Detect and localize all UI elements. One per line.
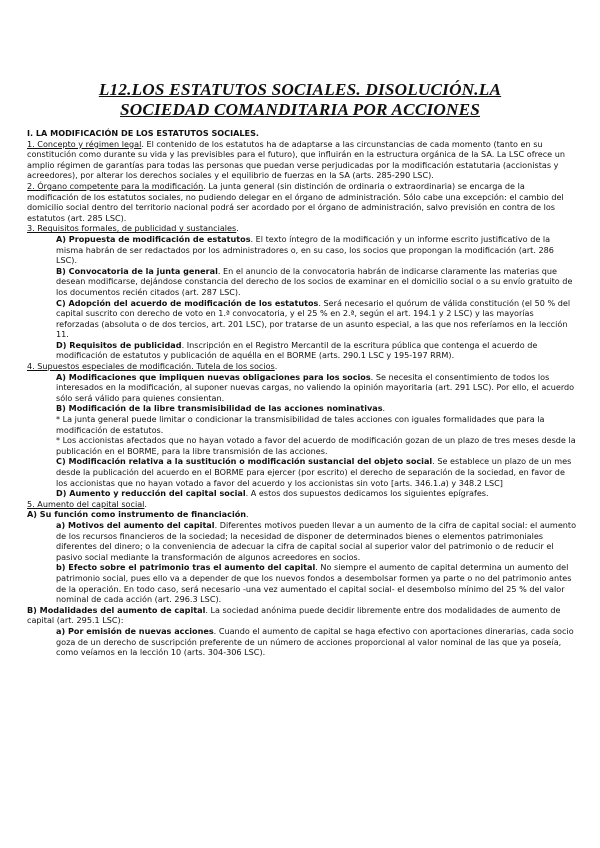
section-4-b-item-2: * Los accionistas afectados que no hayan votado a favor del acuerdo de modificación gozan de un plazo de tres meses desde la publicación en el BORME, para la libre transmisión de las acciones. xyxy=(56,435,576,456)
section-4-b-heading: B) Modificación de la libre transmisibilidad de las acciones nominativas xyxy=(56,403,383,414)
section-heading: I. LA MODIFICACIÓN DE LOS ESTATUTOS SOCIALES. xyxy=(27,128,259,138)
section-5-heading: 5. Aumento del capital social xyxy=(27,498,145,509)
section-3-b: B) Convocatoria de la junta general. En el anuncio de la convocatoria habrán de indicarse claramente las materias que desean modificarse, dejándose constancia del derecho de los socios de examinar en el domicilio social o a su envío gratuito de los documentos recién citados (art. 287 LSC). xyxy=(56,265,573,297)
section-5-A-a-heading: a) Motivos del aumento del capital xyxy=(56,519,215,530)
section-5-B-a-heading: a) Por emisión de nuevas acciones xyxy=(56,625,214,636)
section-4-a-heading: A) Modificaciones que impliquen nuevas obligaciones para los socios xyxy=(56,371,371,382)
section-4-c-heading: C) Modificación relativa a la sustitución o modificación sustancial del objeto social xyxy=(56,456,433,467)
section-4-heading: 4. Supuestos especiales de modificación. Tutela de los socios xyxy=(27,361,275,372)
section-1-heading: 1. Concepto y régimen legal xyxy=(27,138,142,149)
section-2 xyxy=(27,181,577,223)
section-4-d: D) Aumento y reducción del capital social. A estos dos supuestos dedicamos los siguientes epígrafes. xyxy=(56,488,489,499)
document-body xyxy=(27,128,577,658)
section-4-a: A) Modificaciones que impliquen nuevas obligaciones para los socios. Se necesita el consentimiento de todos los interesados en la modificación, al suponer nuevas cargas, no valiendo la opinión mayoritaria (art. 291 LSC). Por ello, el acuerdo sólo será válido para quienes consientan. xyxy=(56,371,575,403)
section-4-b: B) Modificación de la libre transmisibilidad de las acciones nominativas. xyxy=(56,403,386,414)
section-3: 3. Requisitos formales, de publicidad y sustanciales. xyxy=(27,223,239,234)
section-3-a-heading: A) Propuesta de modificación de estatutos xyxy=(56,233,251,244)
section-3-c-heading: C) Adopción del acuerdo de modificación de los estatutos xyxy=(56,297,319,308)
page-title-line-2: SOCIEDAD COMANDITARIA POR ACCIONES xyxy=(119,100,481,119)
section-4-b-item-1: * La junta general puede limitar o condicionar la transmisibilidad de tales acciones con iguales formalidades que para la modificación de estatutos. xyxy=(56,414,545,435)
page-title-line-1: L12.LOS ESTATUTOS SOCIALES. DISOLUCIÓN.LA xyxy=(98,80,502,99)
section-5-B-heading: B) Modalidades del aumento de capital xyxy=(27,604,206,615)
section-2-text: . La junta general (sin distinción de ordinaria o extraordinaria) se encarga de la modificación de los estatutos sociales, no pudiendo delegar en el órgano de administración. Sólo cabe una excepción: el cambio del domicilio social dentro del territorio nacional podrá ser acordado por el órgano de administración, salvo previsión en contra de los estatutos (art. 285 LSC). xyxy=(27,180,564,223)
section-3-d: D) Requisitos de publicidad. Inscripción en el Registro Mercantil de la escritura pública que contenga el acuerdo de modificación de estatutos y publicación de aquélla en el BORME (arts. 290.1 LSC y 195-197 RRM). xyxy=(56,339,538,361)
section-4-d-heading: D) Aumento y reducción del capital social xyxy=(56,488,246,499)
section-5: 5. Aumento del capital social. xyxy=(27,498,147,509)
section-2-heading: 2. Órgano competente para la modificación xyxy=(27,180,204,191)
section-5-B-a: a) Por emisión de nuevas acciones. Cuando el aumento de capital se haga efectivo con aportaciones dinerarias, cada socio goza de un derecho de suscripción preferente de un número de acciones proporcional al valor nominal de las que ya poseía, como veíamos en la lección 10 (arts. 304-306 LSC). xyxy=(56,625,574,658)
section-5-B: B) Modalidades del aumento de capital. La sociedad anónima puede decidir libremente entre dos modalidades de aumento de capital (art. 295.1 LSC): xyxy=(27,604,561,626)
section-3-heading: 3. Requisitos formales, de publicidad y sustanciales xyxy=(27,223,237,234)
section-1-text: . El contenido de los estatutos ha de adaptarse a las circunstancias de cada momento (tanto en su constitución como durante su vida y las previsibles para el futuro), que influirán en la estructura orgánica de la SA. La LSC ofrece un amplio régimen de garantías para todas las personas que puedan verse perjudicadas por la modificación estatutaria (accionistas y acreedores), por alterar los derechos sociales y el equilibrio de fuerzas en la SA (arts. 285-290 LSC). xyxy=(27,138,565,181)
section-3-c: C) Adopción del acuerdo de modificación de los estatutos. Será necesario el quórum de válida constitución (el 50 % del capital suscrito con derecho de voto en 1.ª convocatoria, y el 25 % en 2.ª, según el art. 194.1 y 2 LSC) y las mayorías reforzadas (absoluta o de dos tercios, art. 201 LSC), por tratarse de un asunto especial, a las que nos referíamos en la lección 11. xyxy=(56,297,571,340)
section-1 xyxy=(27,139,577,181)
section-4-c: C) Modificación relativa a la sustitución o modificación sustancial del objeto social. Se establece un plazo de un mes desde la publicación del acuerdo en el BORME para ejercer (por escrito) el derecho de separación de la sociedad, en favor de los accionistas que no hayan votado a favor del acuerdo y los accionistas sin voto [arts. 346.1.a) y 348.2 LSC] xyxy=(56,456,572,488)
section-3-a: A) Propuesta de modificación de estatutos. El texto íntegro de la modificación y un informe escrito justificativo de la misma habrán de ser redactados por los administradores o, en su caso, los socios que propongan la modificación (art. 286 LSC). xyxy=(56,233,554,266)
section-4: 4. Supuestos especiales de modificación. Tutela de los socios. xyxy=(27,361,278,372)
section-5-A: A) Su función como instrumento de financiación. xyxy=(27,509,249,520)
section-5-A-b-heading: b) Efecto sobre el patrimonio tras el aumento del capital xyxy=(56,562,316,573)
section-5-A-heading: A) Su función como instrumento de financiación xyxy=(27,509,247,520)
section-3-d-heading: D) Requisitos de publicidad xyxy=(56,339,182,350)
section-5-A-b: b) Efecto sobre el patrimonio tras el aumento del capital. No siempre el aumento de capital determina un aumento del patrimonio social, pues ello va a depender de que los nuevos fondos a desembolsar formen ya parte o no del patrimonio antes de la operación. En todo caso, será necesario -una vez aumentado el capital social- el desembolso mínimo del 25 % del valor nominal de cada acción (art. 296.3 LSC). xyxy=(56,562,572,605)
section-5-A-a: a) Motivos del aumento del capital. Diferentes motivos pueden llevar a un aumento de la cifra de capital social: el aumento de los recursos financieros de la sociedad; la necesidad de disponer de determinados bienes o elementos patrimoniales diferentes del dinero; o la conveniencia de adecuar la cifra de capital social al superior valor del patrimonio o de reducir el pasivo social mediante la transformación de algunos acreedores en socios. xyxy=(56,519,577,562)
section-3-b-heading: B) Convocatoria de la junta general xyxy=(56,265,218,276)
